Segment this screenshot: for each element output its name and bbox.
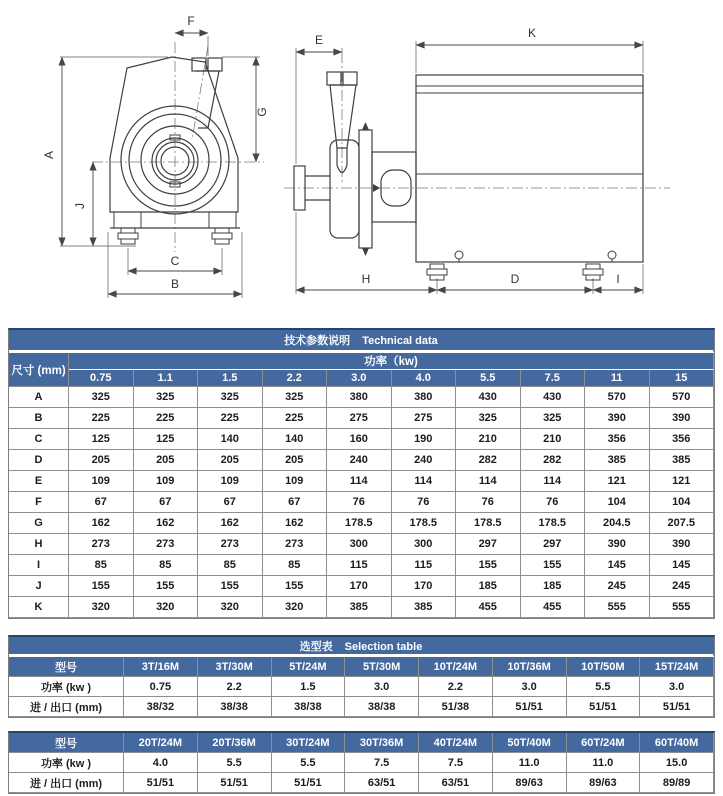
ports-value-cell: 38/32 [124, 697, 198, 717]
dimension-value-cell: 155 [521, 555, 586, 576]
dimension-value-cell: 275 [392, 408, 457, 429]
model-row [9, 657, 714, 677]
dimension-value-cell: 325 [69, 387, 134, 408]
dimension-value-cell: 76 [392, 492, 457, 513]
dim-label-j: J [73, 203, 87, 209]
dimension-value-cell: 155 [263, 576, 328, 597]
motor-body [416, 75, 643, 262]
model-cell: 10T/36M [493, 657, 567, 677]
dimension-value-cell: 570 [585, 387, 650, 408]
ports-value-cell: 51/51 [198, 773, 272, 793]
model-cell: 20T/24M [124, 733, 198, 753]
dimension-value-cell: 178.5 [392, 513, 457, 534]
dimension-row [9, 429, 714, 450]
power-column-header: 3.0 [327, 370, 392, 387]
model-cell: 20T/36M [198, 733, 272, 753]
pump-front-view [42, 14, 269, 298]
power-value-cell: 5.5 [272, 753, 346, 773]
title-cn: 技术参数说明 [284, 335, 351, 347]
dimension-value-cell: 570 [650, 387, 715, 408]
dimension-value-cell: 170 [327, 576, 392, 597]
dimension-value-cell: 155 [69, 576, 134, 597]
dimension-value-cell: 300 [392, 534, 457, 555]
dimension-value-cell: 282 [456, 450, 521, 471]
dimension-value-cell: 67 [69, 492, 134, 513]
ports-value-cell: 63/51 [419, 773, 493, 793]
dimension-value-cell: 67 [263, 492, 328, 513]
pump-dimension-drawing [0, 0, 723, 318]
model-cell: 5T/24M [272, 657, 346, 677]
dimension-value-cell: 320 [198, 597, 263, 618]
dimension-value-cell: 325 [198, 387, 263, 408]
technical-table-body [9, 387, 714, 618]
motor-bracket [372, 152, 416, 222]
ports-value-cell: 38/38 [198, 697, 272, 717]
dimension-value-cell: 76 [521, 492, 586, 513]
clamp-band [359, 122, 372, 256]
motor-feet [427, 251, 616, 280]
dimension-value-cell: 178.5 [521, 513, 586, 534]
ports-value-cell: 51/51 [567, 697, 641, 717]
ports-value-cell: 51/51 [272, 773, 346, 793]
power-column-header: 4.0 [392, 370, 457, 387]
dimension-row-label: D [9, 450, 69, 471]
dimension-value-cell: 162 [198, 513, 263, 534]
power-column-header: 7.5 [521, 370, 586, 387]
dim-label-b: B [170, 277, 180, 291]
model-cell: 10T/24M [419, 657, 493, 677]
technical-table-title [9, 330, 714, 353]
pump-casing-side [330, 140, 359, 238]
dimension-value-cell: 114 [456, 471, 521, 492]
dimension-value-cell: 245 [650, 576, 715, 597]
model-cell: 60T/24M [567, 733, 641, 753]
power-group-header: 功率（kw) [69, 353, 714, 370]
dimension-value-cell: 185 [456, 576, 521, 597]
model-row [9, 733, 714, 753]
dimension-value-cell: 76 [456, 492, 521, 513]
dimension-value-cell: 109 [198, 471, 263, 492]
dimension-value-cell: 204.5 [585, 513, 650, 534]
dimension-value-cell: 325 [263, 387, 328, 408]
dimension-value-cell: 300 [327, 534, 392, 555]
power-column-header: 1.1 [134, 370, 199, 387]
dimension-value-cell: 225 [134, 408, 199, 429]
dimension-value-cell: 85 [69, 555, 134, 576]
power-column-header: 1.5 [198, 370, 263, 387]
dimension-value-cell: 140 [198, 429, 263, 450]
power-value-cell: 5.5 [567, 677, 641, 697]
dimension-value-cell: 109 [134, 471, 199, 492]
dimension-row-label: H [9, 534, 69, 555]
dimension-value-cell: 240 [327, 450, 392, 471]
dimension-value-cell: 145 [585, 555, 650, 576]
ports-value-cell: 89/89 [640, 773, 714, 793]
dimension-value-cell: 390 [650, 534, 715, 555]
power-value-cell: 5.5 [198, 753, 272, 773]
dimension-value-cell: 115 [327, 555, 392, 576]
ports-value-cell: 51/51 [124, 773, 198, 793]
power-value-cell: 1.5 [272, 677, 346, 697]
power-value-cell: 15.0 [640, 753, 714, 773]
power-column-header: 5.5 [456, 370, 521, 387]
power-value-cell: 3.0 [640, 677, 714, 697]
ports-value-cell: 89/63 [493, 773, 567, 793]
power-column-header: 0.75 [69, 370, 134, 387]
dim-label-a: A [42, 150, 56, 160]
dimension-value-cell: 325 [521, 408, 586, 429]
dim-label-i: I [616, 272, 620, 286]
power-column-header: 2.2 [263, 370, 328, 387]
dimension-value-cell: 114 [392, 471, 457, 492]
title-en: Technical data [362, 335, 438, 347]
power-row [9, 677, 714, 697]
power-value-cell: 7.5 [419, 753, 493, 773]
dimension-value-cell: 114 [521, 471, 586, 492]
dimension-value-cell: 325 [456, 408, 521, 429]
dimension-value-cell: 380 [392, 387, 457, 408]
dimension-row-label: F [9, 492, 69, 513]
dimension-value-cell: 205 [198, 450, 263, 471]
selection-table-2-body [9, 733, 714, 793]
dimension-row-label: A [9, 387, 69, 408]
dimension-value-cell: 162 [69, 513, 134, 534]
dimension-value-cell: 356 [585, 429, 650, 450]
dimension-row [9, 492, 714, 513]
dimension-value-cell: 273 [263, 534, 328, 555]
dimension-column-header: 尺寸 (mm) [9, 353, 69, 387]
model-cell: 50T/40M [493, 733, 567, 753]
dimension-value-cell: 297 [521, 534, 586, 555]
dimension-value-cell: 205 [134, 450, 199, 471]
dimension-value-cell: 390 [650, 408, 715, 429]
dimension-row-label: J [9, 576, 69, 597]
dimension-value-cell: 76 [327, 492, 392, 513]
dimension-value-cell: 170 [392, 576, 457, 597]
selection-table-2 [8, 731, 715, 794]
dimension-value-cell: 385 [585, 450, 650, 471]
selection-table-title [9, 637, 714, 657]
dimension-row [9, 576, 714, 597]
dimension-value-cell: 205 [69, 450, 134, 471]
dimension-value-cell: 430 [521, 387, 586, 408]
dimension-value-cell: 104 [585, 492, 650, 513]
dimension-value-cell: 178.5 [327, 513, 392, 534]
dimension-value-cell: 385 [327, 597, 392, 618]
dimension-value-cell: 67 [198, 492, 263, 513]
dimension-value-cell: 85 [198, 555, 263, 576]
dimension-row [9, 597, 714, 618]
power-value-cell: 2.2 [198, 677, 272, 697]
power-row-header: 功率 (kw ) [9, 753, 124, 773]
power-value-cell: 2.2 [419, 677, 493, 697]
power-value-cell: 4.0 [124, 753, 198, 773]
model-cell: 3T/30M [198, 657, 272, 677]
ports-row-header: 进 / 出口 (mm) [9, 773, 124, 793]
ports-value-cell: 89/63 [567, 773, 641, 793]
dimension-row [9, 513, 714, 534]
dimension-value-cell: 121 [585, 471, 650, 492]
dimension-value-cell: 240 [392, 450, 457, 471]
ports-row-header: 进 / 出口 (mm) [9, 697, 124, 717]
dimension-row-label: C [9, 429, 69, 450]
title-cn: 选型表 [299, 640, 333, 653]
dimension-value-cell: 390 [585, 534, 650, 555]
model-row-header: 型号 [9, 657, 124, 677]
ports-value-cell: 38/38 [272, 697, 346, 717]
dimension-value-cell: 85 [134, 555, 199, 576]
power-column-header: 11 [585, 370, 650, 387]
model-cell: 5T/30M [345, 657, 419, 677]
power-value-cell: 0.75 [124, 677, 198, 697]
dimension-value-cell: 185 [521, 576, 586, 597]
dimension-row [9, 534, 714, 555]
dimension-value-cell: 104 [650, 492, 715, 513]
ports-value-cell: 63/51 [345, 773, 419, 793]
dimension-row [9, 555, 714, 576]
dimension-value-cell: 430 [456, 387, 521, 408]
power-row [9, 753, 714, 773]
dim-label-k: K [527, 26, 537, 40]
dimension-value-cell: 385 [650, 450, 715, 471]
technical-drawings [0, 0, 723, 318]
dimension-value-cell: 225 [198, 408, 263, 429]
dimension-value-cell: 356 [650, 429, 715, 450]
dimension-value-cell: 225 [69, 408, 134, 429]
dimension-value-cell: 67 [134, 492, 199, 513]
model-cell: 30T/36M [345, 733, 419, 753]
dimension-value-cell: 455 [456, 597, 521, 618]
dimension-value-cell: 140 [263, 429, 328, 450]
power-columns-row [9, 370, 714, 387]
dimension-value-cell: 273 [134, 534, 199, 555]
ports-value-cell: 51/38 [419, 697, 493, 717]
power-value-cell: 7.5 [345, 753, 419, 773]
dim-label-c: C [170, 254, 180, 268]
dimension-value-cell: 273 [198, 534, 263, 555]
dimension-value-cell: 125 [134, 429, 199, 450]
dimension-value-cell: 297 [456, 534, 521, 555]
dim-label-d: D [510, 272, 520, 286]
dimension-value-cell: 275 [327, 408, 392, 429]
dimension-value-cell: 114 [327, 471, 392, 492]
dimension-value-cell: 455 [521, 597, 586, 618]
dimension-value-cell: 155 [456, 555, 521, 576]
dim-label-f: F [187, 14, 195, 28]
dimension-value-cell: 160 [327, 429, 392, 450]
dimension-row-label: B [9, 408, 69, 429]
dimension-row [9, 408, 714, 429]
selection-table-1 [8, 635, 715, 718]
dimension-value-cell: 555 [650, 597, 715, 618]
dimension-value-cell: 125 [69, 429, 134, 450]
ports-value-cell: 51/51 [493, 697, 567, 717]
dimension-value-cell: 210 [456, 429, 521, 450]
power-row-header: 功率 (kw ) [9, 677, 124, 697]
dimension-value-cell: 273 [69, 534, 134, 555]
dimension-value-cell: 320 [69, 597, 134, 618]
model-cell: 40T/24M [419, 733, 493, 753]
dimension-value-cell: 162 [263, 513, 328, 534]
model-cell: 3T/16M [124, 657, 198, 677]
ports-value-cell: 38/38 [345, 697, 419, 717]
dimension-value-cell: 210 [521, 429, 586, 450]
dimension-value-cell: 225 [263, 408, 328, 429]
model-row-header: 型号 [9, 733, 124, 753]
dimension-value-cell: 109 [263, 471, 328, 492]
dimension-value-cell: 205 [263, 450, 328, 471]
dimension-value-cell: 207.5 [650, 513, 715, 534]
dimension-value-cell: 155 [198, 576, 263, 597]
model-cell: 10T/50M [567, 657, 641, 677]
dimension-value-cell: 320 [263, 597, 328, 618]
technical-data-table [8, 328, 715, 619]
dimension-value-cell: 385 [392, 597, 457, 618]
power-column-header: 15 [650, 370, 715, 387]
title-en: Selection table [344, 640, 423, 653]
dimension-row [9, 387, 714, 408]
dimension-value-cell: 390 [585, 408, 650, 429]
dimension-value-cell: 145 [650, 555, 715, 576]
dimension-value-cell: 555 [585, 597, 650, 618]
dimension-value-cell: 162 [134, 513, 199, 534]
dimension-value-cell: 190 [392, 429, 457, 450]
dimension-value-cell: 325 [134, 387, 199, 408]
selection-table-1-body [9, 657, 714, 717]
ports-value-cell: 51/51 [640, 697, 714, 717]
dimension-row-label: I [9, 555, 69, 576]
power-value-cell: 11.0 [567, 753, 641, 773]
power-value-cell: 3.0 [493, 677, 567, 697]
dimension-value-cell: 320 [134, 597, 199, 618]
dimension-row-label: E [9, 471, 69, 492]
power-value-cell: 3.0 [345, 677, 419, 697]
dimension-value-cell: 155 [134, 576, 199, 597]
model-cell: 15T/24M [640, 657, 714, 677]
ports-row [9, 773, 714, 793]
dimension-row [9, 450, 714, 471]
dimension-value-cell: 282 [521, 450, 586, 471]
dim-label-g: G [255, 107, 269, 117]
dimension-row-label: G [9, 513, 69, 534]
dim-label-h: H [361, 272, 371, 286]
pump-side-view [284, 26, 670, 294]
dimension-value-cell: 178.5 [456, 513, 521, 534]
dimension-value-cell: 85 [263, 555, 328, 576]
model-cell: 60T/40M [640, 733, 714, 753]
dimension-value-cell: 115 [392, 555, 457, 576]
dimension-value-cell: 109 [69, 471, 134, 492]
model-cell: 30T/24M [272, 733, 346, 753]
ports-row [9, 697, 714, 717]
dim-label-e: E [314, 33, 324, 47]
power-value-cell: 11.0 [493, 753, 567, 773]
dimension-value-cell: 380 [327, 387, 392, 408]
dimension-value-cell: 121 [650, 471, 715, 492]
dimension-row [9, 471, 714, 492]
dimension-value-cell: 245 [585, 576, 650, 597]
dimension-row-label: K [9, 597, 69, 618]
